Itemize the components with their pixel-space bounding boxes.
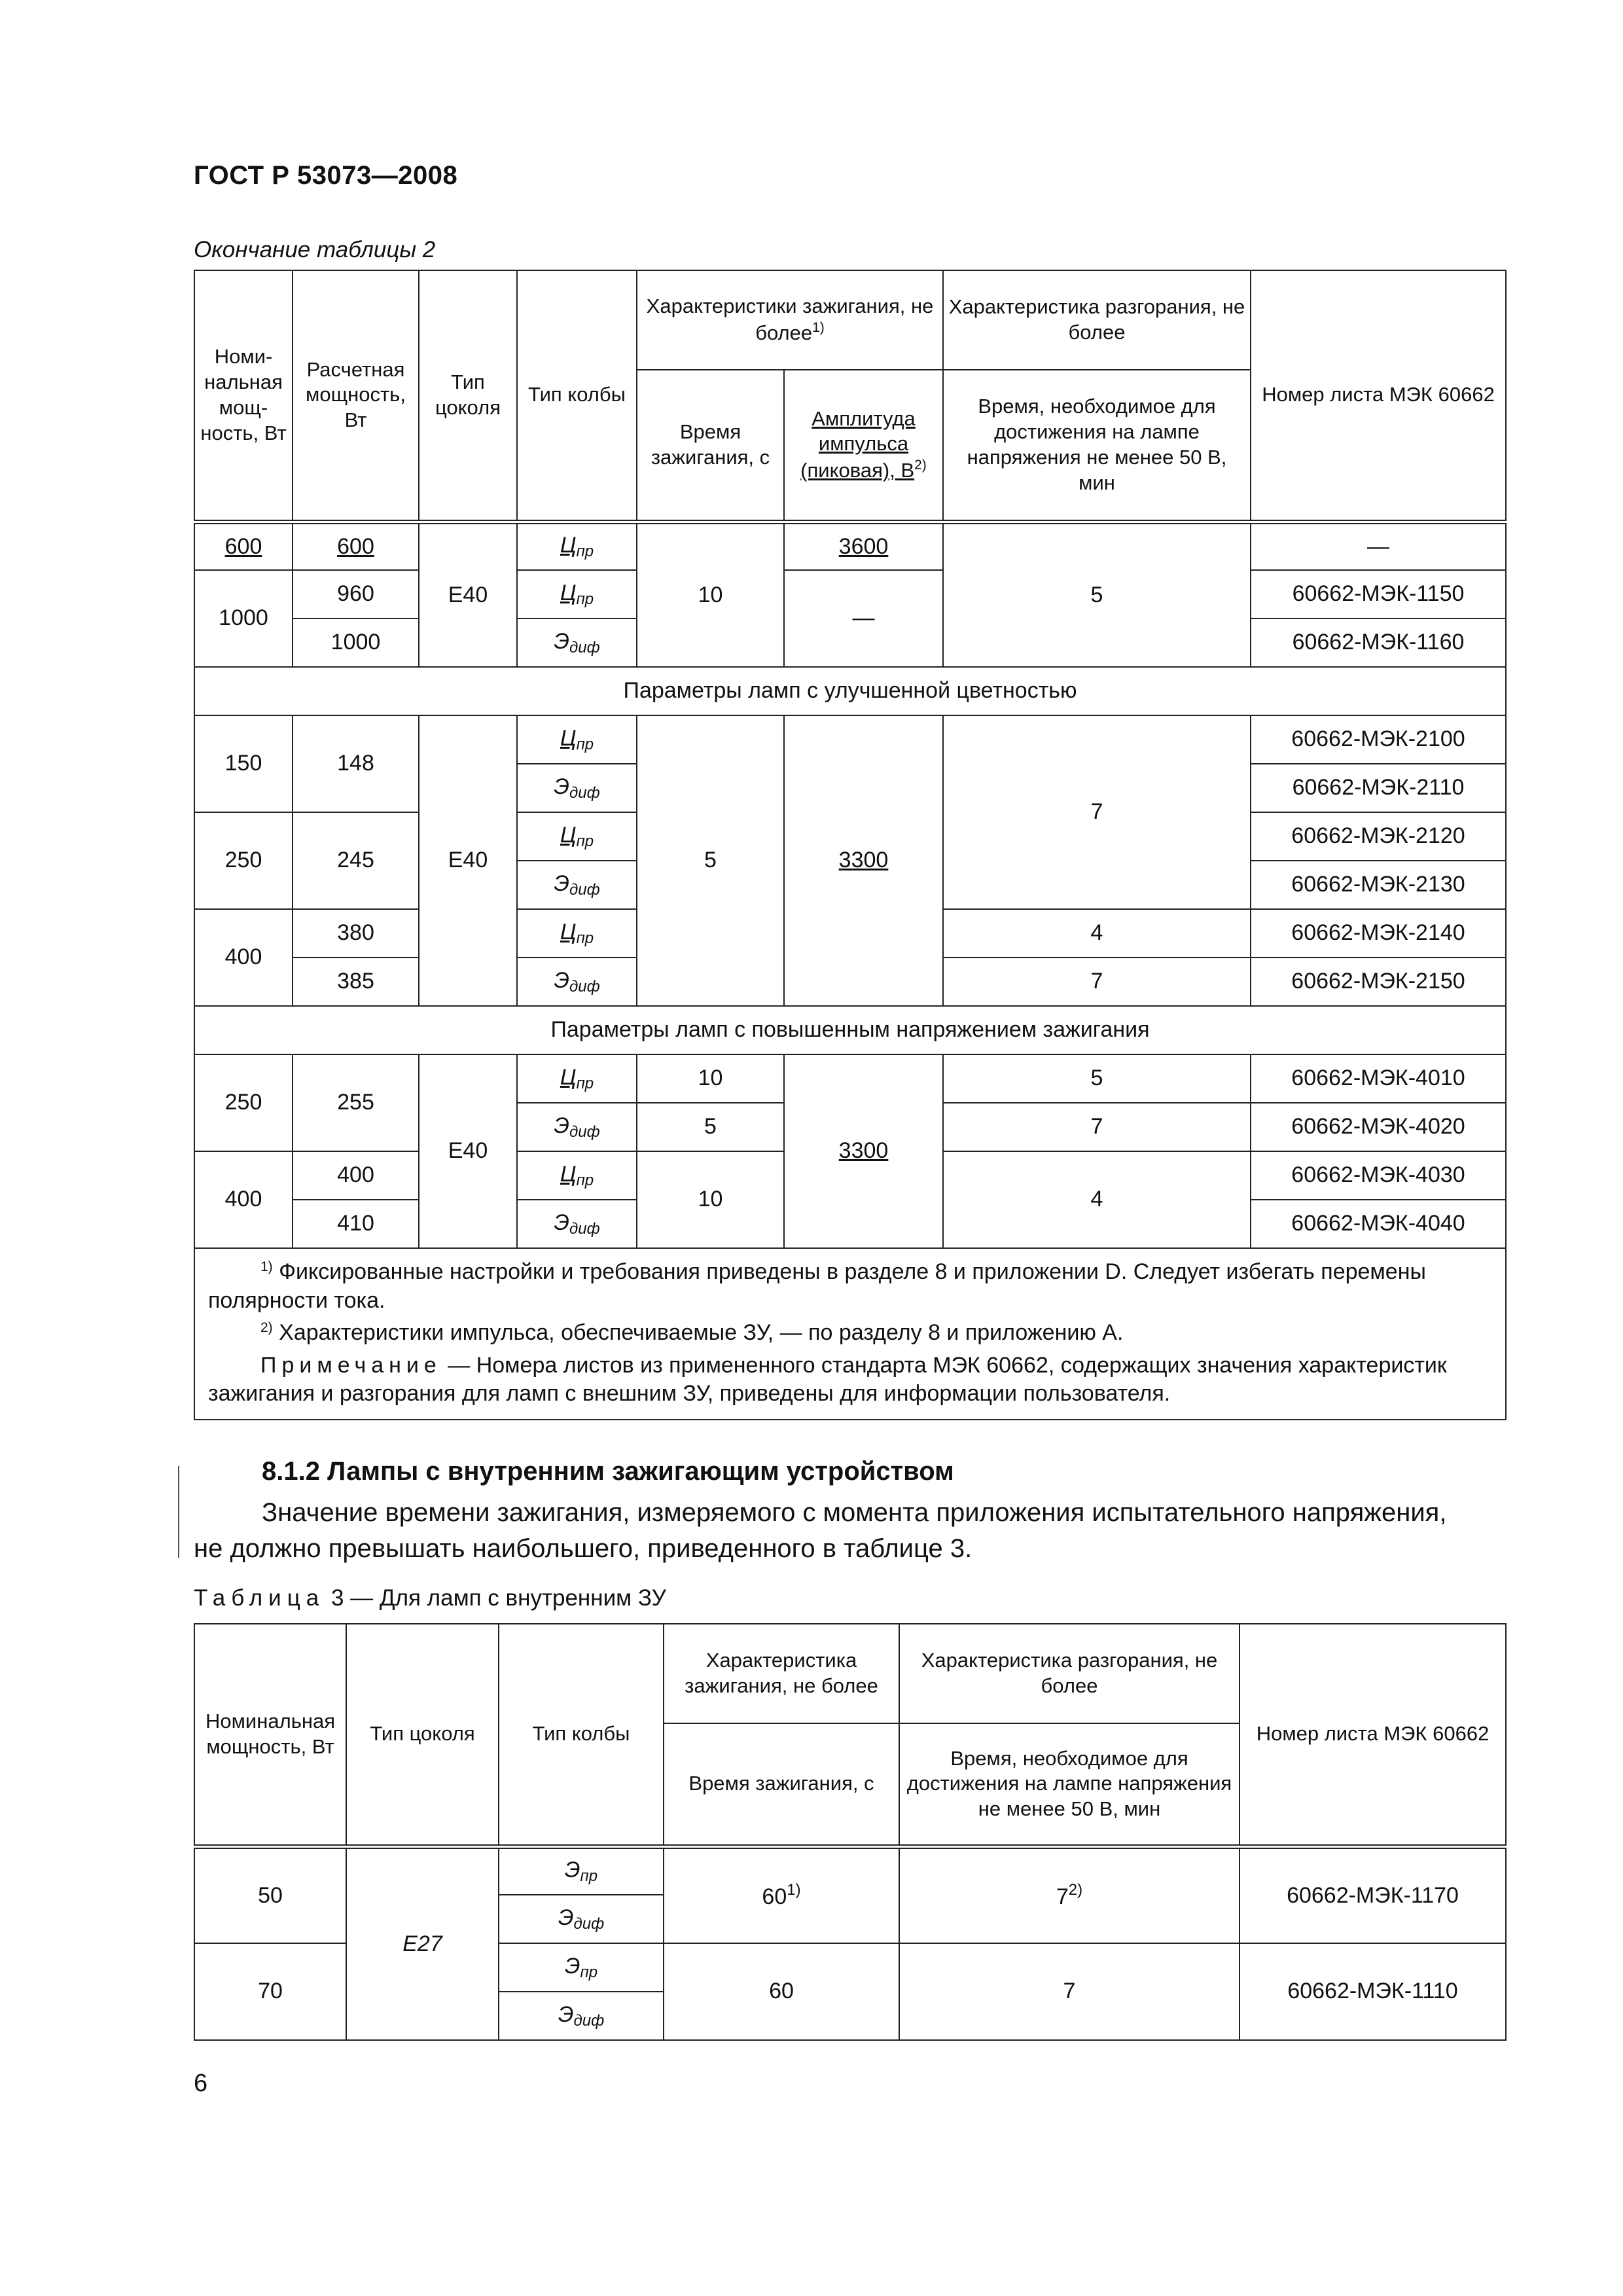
- section-text-line2: не должно превышать наибольшего, приведенного в таблице 3.: [194, 1534, 972, 1564]
- cell-sheet: 60662-МЭК-2120: [1251, 812, 1506, 861]
- table-2: [194, 270, 1507, 1420]
- cell-bulb: Эдиф: [517, 1200, 637, 1248]
- cell-calc: 255: [293, 1054, 419, 1151]
- section-title-high-voltage: Параметры ламп с повышенным напряжением зажигания: [194, 1006, 1506, 1054]
- footnote-1: $^{1)}$ Фиксированные настройки и требования приведены в разделе 8 и приложении D. Следует избегать перемены полярности тока.: [208, 1259, 1426, 1313]
- cell-runup: 7: [943, 1103, 1251, 1151]
- header-sheet-no: Номер листа МЭК 60662: [1240, 1624, 1506, 1846]
- cell-sheet: 60662-МЭК-2130: [1251, 861, 1506, 909]
- cell-sheet: 60662-МЭК-1170: [1240, 1846, 1506, 1943]
- cell-time: 10: [637, 522, 784, 667]
- cell-time: 10: [637, 1151, 784, 1248]
- cell-sheet: 60662-МЭК-2150: [1251, 958, 1506, 1006]
- cell-cap: E40: [419, 1054, 517, 1248]
- document-header: ГОСТ Р 53073—2008: [194, 161, 458, 190]
- header-nominal-power: Номинальная мощность, Вт: [194, 1624, 346, 1846]
- cell-calc: 385: [293, 958, 419, 1006]
- cell-calc: 960: [293, 570, 419, 619]
- cell-bulb: Цпр: [517, 715, 637, 764]
- cell-bulb: Цпр: [517, 1054, 637, 1103]
- section-text-line1: Значение времени зажигания, измеряемого с момента приложения испытательного напряжения,: [262, 1498, 1447, 1527]
- cell-time: 5: [637, 715, 784, 1006]
- cell-nominal: 50: [194, 1846, 346, 1943]
- header-runup-time: Время, необходимое для достижения на лампе напряжения не менее 50 В, мин: [943, 370, 1251, 522]
- cell-time: 60$^{1)}$: [664, 1846, 899, 1943]
- cell-runup: 7$^{2)}$: [899, 1846, 1240, 1943]
- header-calc-power: Расчетная мощность, Вт: [293, 270, 419, 522]
- header-runup-time: Время, необходимое для достижения на лампе напряжения не менее 50 В, мин: [899, 1723, 1240, 1846]
- cell-calc: 410: [293, 1200, 419, 1248]
- header-sheet-no: Номер листа МЭК 60662: [1251, 270, 1506, 522]
- header-ignition-time: Время зажигания, с: [664, 1723, 899, 1846]
- cell-sheet: —: [1251, 522, 1506, 570]
- cell-bulb: Эдиф: [499, 1992, 664, 2040]
- table-row: [194, 1054, 1506, 1103]
- table-3: [194, 1623, 1507, 2041]
- section-text: [194, 1495, 1505, 1567]
- cell-sheet: 60662-МЭК-4030: [1251, 1151, 1506, 1200]
- cell-runup: 5: [943, 1054, 1251, 1103]
- header-bulb-type: Тип колбы: [517, 270, 637, 522]
- cell-sheet: 60662-МЭК-4020: [1251, 1103, 1506, 1151]
- cell-nominal: 1000: [194, 570, 293, 667]
- section-title: 8.1.2 Лампы с внутренним зажигающим устройством: [262, 1457, 954, 1486]
- cell-runup: 4: [943, 909, 1251, 958]
- cell-runup: 7: [899, 1943, 1240, 2040]
- header-runup-group: Характеристика разгорания, не более: [899, 1624, 1240, 1723]
- cell-sheet: 60662-МЭК-1150: [1251, 570, 1506, 619]
- cell-calc: 245: [293, 812, 419, 909]
- cell-nominal: 150: [194, 715, 293, 812]
- cell-bulb: Эдиф: [517, 619, 637, 667]
- table-row: [194, 522, 1506, 570]
- cell-sheet: 60662-МЭК-2140: [1251, 909, 1506, 958]
- cell-bulb: Эдиф: [499, 1895, 664, 1943]
- cell-nominal: 400: [194, 909, 293, 1006]
- cell-time: 10: [637, 1054, 784, 1103]
- header-bulb-type: Тип колбы: [499, 1624, 664, 1846]
- section-title-color: Параметры ламп с улучшенной цветностью: [194, 667, 1506, 715]
- cell-runup: 7: [943, 958, 1251, 1006]
- table-row: [194, 715, 1506, 764]
- cell-sheet: 60662-МЭК-1110: [1240, 1943, 1506, 2040]
- cell-runup: 7: [943, 715, 1251, 909]
- cell-nominal: 600: [194, 522, 293, 570]
- table-row: [194, 570, 1506, 619]
- cell-cap: E40: [419, 522, 517, 667]
- header-ignition-group: Характеристика зажигания, не более: [664, 1624, 899, 1723]
- page-number: 6: [194, 2070, 208, 2097]
- cell-bulb: Цпр: [517, 522, 637, 570]
- cell-sheet: 60662-МЭК-4040: [1251, 1200, 1506, 1248]
- cell-nominal: 70: [194, 1943, 346, 2040]
- cell-pulse: —: [784, 570, 943, 667]
- table-row: [194, 1846, 1506, 1895]
- header-pulse-amp: Амплитуда импульса (пиковая), $В^{2)}$: [784, 370, 943, 522]
- cell-sheet: 60662-МЭК-2110: [1251, 764, 1506, 812]
- cell-cap: E40: [419, 715, 517, 1006]
- cell-calc: 148: [293, 715, 419, 812]
- table2-footnotes: [194, 1248, 1506, 1420]
- cell-pulse: 3300: [784, 1054, 943, 1248]
- cell-sheet: 60662-МЭК-4010: [1251, 1054, 1506, 1103]
- cell-bulb: Эдиф: [517, 861, 637, 909]
- header-ignition-group: Характеристики зажигания, не более$^{1)}$: [637, 270, 943, 370]
- cell-bulb: Цпр: [517, 1151, 637, 1200]
- table2-note: Примечание — Номера листов из примененного стандарта МЭК 60662, содержащих значения характеристик зажигания и разгорания для ламп с внешним ЗУ, приведены для информации пользователя.: [208, 1352, 1447, 1407]
- cell-cap: E27: [346, 1846, 499, 2040]
- cell-sheet: 60662-МЭК-1160: [1251, 619, 1506, 667]
- cell-sheet: 60662-МЭК-2100: [1251, 715, 1506, 764]
- cell-pulse: 3600: [784, 522, 943, 570]
- cell-time: 5: [637, 1103, 784, 1151]
- cell-calc: 600: [293, 522, 419, 570]
- cell-bulb: Цпр: [517, 909, 637, 958]
- header-cap-type: Тип цоколя: [419, 270, 517, 522]
- cell-bulb: Эдиф: [517, 1103, 637, 1151]
- cell-bulb: Эпр: [499, 1846, 664, 1895]
- header-cap-type: Тип цоколя: [346, 1624, 499, 1846]
- cell-nominal: 400: [194, 1151, 293, 1248]
- cell-nominal: 250: [194, 1054, 293, 1151]
- cell-bulb: Эдиф: [517, 764, 637, 812]
- cell-runup: 5: [943, 522, 1251, 667]
- cell-bulb: Эпр: [499, 1943, 664, 1992]
- cell-calc: 400: [293, 1151, 419, 1200]
- header-ignition-time: Время зажигания, с: [637, 370, 784, 522]
- cell-calc: 380: [293, 909, 419, 958]
- table2-caption: Окончание таблицы 2: [194, 237, 436, 262]
- cell-bulb: Эдиф: [517, 958, 637, 1006]
- footnote-2: $^{2)}$ Характеристики импульса, обеспечиваемые ЗУ, — по разделу 8 и приложению А.: [260, 1320, 1124, 1346]
- cell-bulb: Цпр: [517, 812, 637, 861]
- cell-bulb: Цпр: [517, 570, 637, 619]
- table3-caption: Таблица 3 — Для ламп с внутренним ЗУ: [194, 1585, 666, 1611]
- cell-calc: 1000: [293, 619, 419, 667]
- cell-nominal: 250: [194, 812, 293, 909]
- cell-time: 60: [664, 1943, 899, 2040]
- header-nominal-power: Номи- нальная мощ- ность, Вт: [194, 270, 293, 522]
- cell-pulse: 3300: [784, 715, 943, 1006]
- header-runup-group: Характеристика разгорания, не более: [943, 270, 1251, 370]
- cell-runup: 4: [943, 1151, 1251, 1248]
- change-bar: [178, 1466, 179, 1558]
